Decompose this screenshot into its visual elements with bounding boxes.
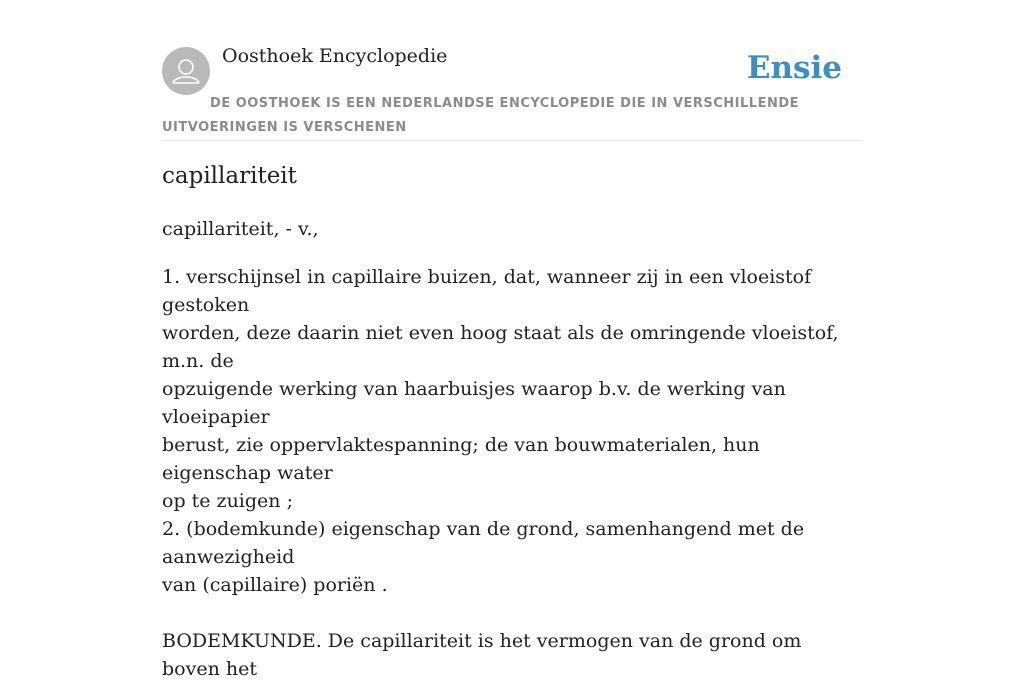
source-tagline: DE OOSTHOEK IS EEN NEDERLANDSE ENCYCLOPEDIE DIE IN VERSCHILLENDE UITVOERINGEN IS VERSCHENEN bbox=[162, 96, 800, 135]
source-title[interactable]: Oosthoek Encyclopedie bbox=[222, 45, 448, 67]
body-line: berust, zie oppervlaktespanning; de van bouwmaterialen, hun eigenschap water bbox=[162, 434, 760, 484]
body-line: op te zuigen ; bbox=[162, 490, 293, 512]
body-line: 2. (bodemkunde) eigenschap van de grond, samenhangend met de aanwezigheid bbox=[162, 518, 805, 568]
page-container bbox=[162, 0, 862, 680]
entry-body bbox=[162, 263, 862, 683]
source-header bbox=[162, 0, 862, 141]
body-line: worden, deze daarin niet even hoog staat als de omringende vloeistof, m.n. de bbox=[162, 322, 839, 372]
body-line: 1. verschijnsel in capillaire buizen, dat, wanneer zij in een vloeistof gestoken bbox=[162, 266, 812, 316]
ensie-logo[interactable]: Ensie bbox=[746, 50, 842, 86]
paragraph-gap bbox=[162, 599, 862, 627]
section-line: BODEMKUNDE. De capillariteit is het vermogen van de grond om boven het bbox=[162, 630, 802, 680]
entry-headword: capillariteit, - v., bbox=[162, 218, 319, 240]
user-icon bbox=[162, 47, 210, 95]
body-line: opzuigende werking van haarbuisjes waarop b.v. de werking van vloeipapier bbox=[162, 378, 786, 428]
entry-title: capillariteit bbox=[162, 163, 297, 189]
avatar[interactable] bbox=[162, 47, 210, 95]
body-line: van (capillaire) poriën . bbox=[162, 574, 388, 596]
